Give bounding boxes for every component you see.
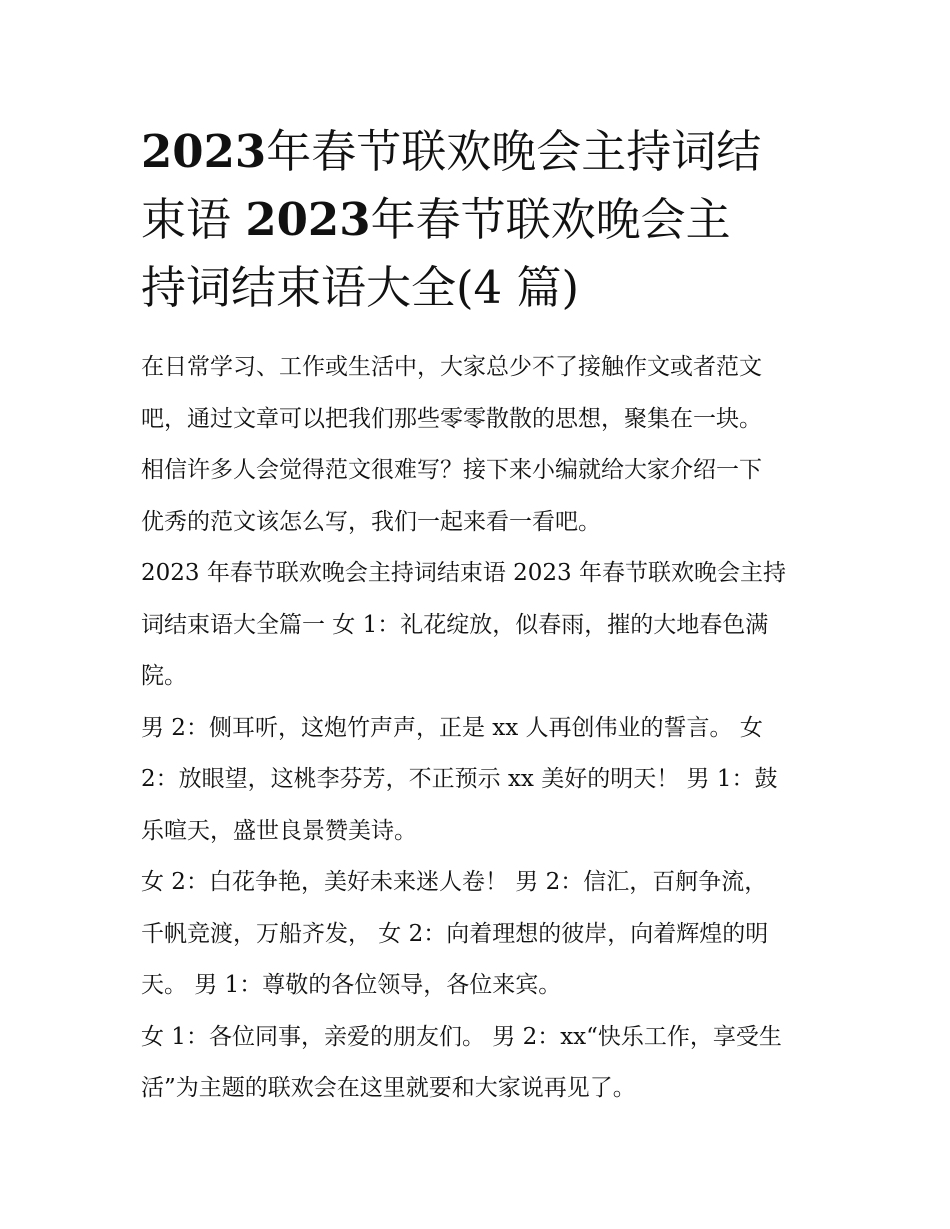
title-line-2 <box>141 186 813 254</box>
text-line: 2：放眼望，这桃李芬芳，不正预示 xx 美好的明天！ 男 1：鼓 <box>141 766 778 792</box>
paragraph-dialogue-2 <box>141 857 813 1012</box>
text-line: 优秀的范文该怎么写，我们一起来看一看吧。 <box>141 508 601 535</box>
title-year: 2023 <box>245 193 371 246</box>
title-line-1 <box>141 118 813 186</box>
text-line: 2023 年春节联欢晚会主持词结束语 2023 年春节联欢晚会主持 <box>141 560 786 586</box>
text-line: 女 1：各位同事，亲爱的朋友们。 男 2：xx“快乐工作，享受生 <box>141 1023 782 1050</box>
title-text: 持词结束语大全(4 篇) <box>141 261 580 314</box>
text-line: 天。 男 1：尊敬的各位领导，各位来宾。 <box>141 972 562 998</box>
text-line: 在日常学习、工作或生活中，大家总少不了接触作文或者范文 <box>141 354 762 380</box>
paragraph-dialogue-1 <box>141 703 813 858</box>
text-line: 千帆竞渡，万船齐发， 女 2：向着理想的彼岸，向着辉煌的明 <box>141 920 769 947</box>
text-line: 女 2：白花争艳，美好未来迷人卷！ 男 2：信汇，百舸争流， <box>141 869 768 895</box>
text-line: 男 2：侧耳听，这炮竹声声，正是 xx 人再创伟业的誓言。 女 <box>141 714 763 741</box>
title-text: 年春节联欢晚会主持词结 <box>266 125 762 178</box>
paragraph-intro <box>141 342 813 548</box>
document-content <box>141 118 813 1115</box>
title-line-3 <box>141 254 813 322</box>
document-title <box>141 118 813 322</box>
text-line: 院。 <box>141 663 187 689</box>
text-line: 活”为主题的联欢会在这里就要和大家说再见了。 <box>141 1075 636 1101</box>
text-line: 相信许多人会觉得范文很难写？接下来小编就给大家介绍一下 <box>141 457 762 483</box>
document-body <box>141 342 813 1115</box>
paragraph-section-heading <box>141 548 813 703</box>
text-line: 词结束语大全篇一 女 1：礼花绽放，似春雨，摧的大地春色满 <box>141 611 769 638</box>
title-text: 年春节联欢晚会主 <box>370 193 731 246</box>
title-text: 束语 <box>141 193 246 246</box>
paragraph-dialogue-3 <box>141 1012 813 1115</box>
text-line: 吧，通过文章可以把我们那些零零散散的思想，聚集在一块。 <box>141 405 762 432</box>
text-line: 乐喧天，盛世良景赞美诗。 <box>141 817 417 844</box>
title-year: 2023 <box>141 125 267 178</box>
